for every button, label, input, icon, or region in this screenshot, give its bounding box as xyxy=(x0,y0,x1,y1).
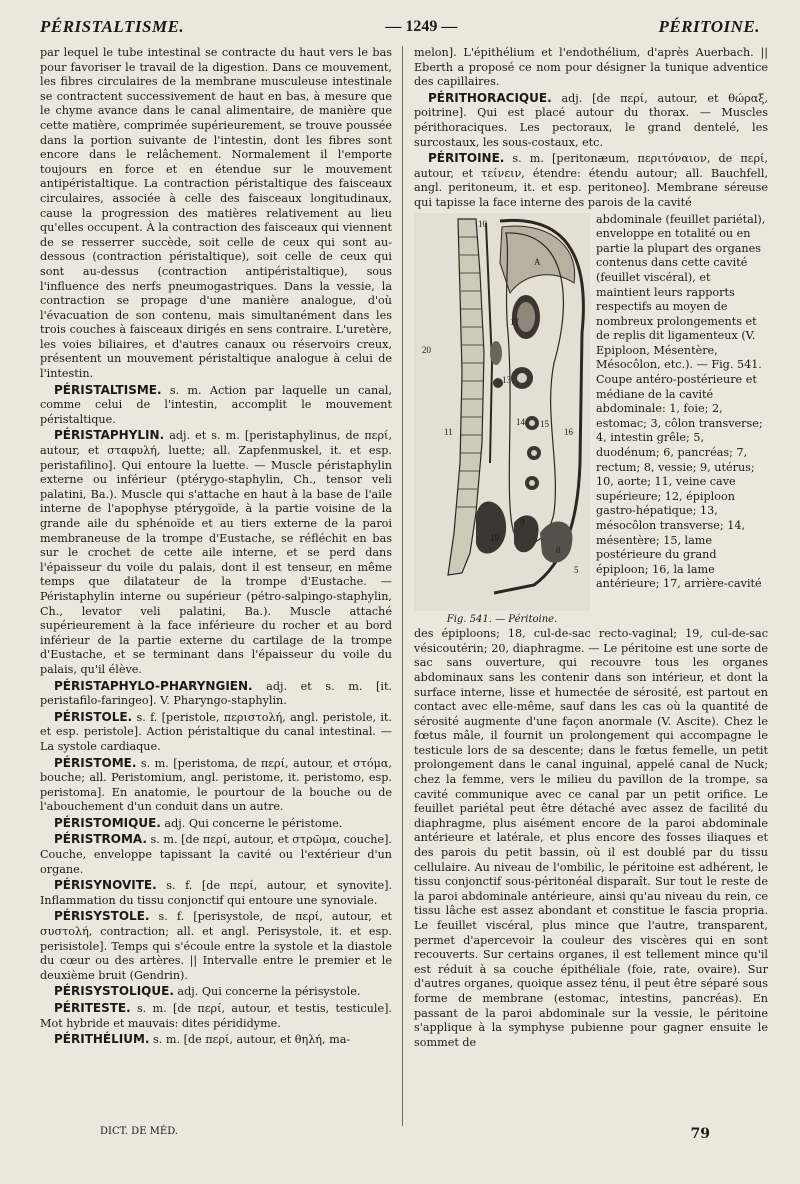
dictionary-entry xyxy=(40,909,392,983)
headword: PÉRISTROMA. xyxy=(54,832,147,847)
entry-text: s. f. [peristole, περιστολή, angl. peristole, it. et esp. peristole]. Action péristaltique du canal intestinal. — La systole cardiaque. xyxy=(40,710,392,753)
left-entries xyxy=(40,383,392,1048)
dictionary-entry xyxy=(40,710,392,755)
entry-text: adj. [de περί, autour, et θώραξ, poitrine]. Qui est placé autour du thorax. — Muscles périthoraciques. Les pectoraux, le grand dentelé, les surcostaux, les sous-costaux, etc. xyxy=(414,91,768,149)
entry-text: adj. Qui concerne le péristome. xyxy=(160,816,343,830)
headword: PÉRISTOMIQUE. xyxy=(54,815,161,830)
entry-text: adj. et s. m. [it. peristafilo-faringeo]. V. Pharyngo-staphylin. xyxy=(40,679,392,708)
peritoine-continuation: des épiploons; 18, cul-de-sac recto-vaginal; 19, cul-de-sac vésicoutérin; 20, diaphragme. — Le péritoine est une sorte de sac sans ouverture, qui recouvre tous les organes abdominaux sans les contenir dans son intérieur, et dont la surface interne, lisse et humectée de sérosité, est partout en contact avec elle-même, sauf dans les cas où la quantité de sérosité augmente d'une façon anormale (V. Ascite). Chez le fœtus mâle, il fournit un prolongement qui accompagne le testicule lors de sa descente; dans le fœtus femelle, un petit prolongement dans le canal inguinal, appelé canal de Nuck; chez la femme, vers le milieu du pavillon de la trompe, sa cavité communique avec ce canal par un petit orifice. Le feuillet pariétal peut être détaché avec assez de facilité du diaphragme, plus aisément encore de la paroi abdominale antérieure et latérale, et plus encore des fosses iliaques et des parois du petit bassin, où il est doublé par du tissu cellulaire. Au niveau de l'ombilic, le péritoine est adhérent, le tissu conjonctif sous-péritonéal disparaît. Sur tout le reste de la paroi abdominale antérieure, ainsi qu'au niveau du rein, ce tissu lâche est assez abondant et constitue le fascia propria. Le feuillet viscéral, plus mince que l'autre, transparent, permet d'apercevoir la couleur des viscères qui en sont recouverts. Sur certains organes, il est tellement mince qu'il est réduit à sa couche épithéliale (foie, rate, ovaire). Sur d'autres organes, quoique assez ténu, il peut être séparé sous forme de membrane (estomac, intestins, pancréas). En passant de la paroi abdominale sur la vessie, le péritoine s'applique à la symphyse pubienne pour gagner ensuite le sommet de xyxy=(414,627,768,1049)
continuation-text: melon]. L'épithélium et l'endothélium, d'après Auerbach. || Eberth a proposé ce nom pour désigner la tunique adventice des capillaires. xyxy=(414,46,768,89)
signature-mark: 79 xyxy=(690,1126,710,1142)
entry-text: s. m. [de περί, autour, et στρῶμα, couche]. Couche, enveloppe tapissant la cavité ou l'extérieur d'un organe. xyxy=(40,833,392,876)
dictionary-entry xyxy=(40,679,392,709)
entry-text: s. m. Action par laquelle un canal, comme celui de l'intestin, accomplit le mouvement péristaltique. xyxy=(40,383,392,426)
fig-label: 8 xyxy=(556,544,561,555)
entry-text: adj. Qui concerne la périsystole. xyxy=(173,985,361,999)
headword: PÉRISYSTOLE. xyxy=(54,909,150,924)
left-running-head: PÉRISTALTISME. xyxy=(40,17,185,36)
headword: PÉRISYNOVITE. xyxy=(54,878,157,893)
figure-caption: Fig. 541. — Péritoine. xyxy=(446,613,558,625)
headword: PÉRISTOME. xyxy=(54,755,137,770)
headword: PÉRISTOLE. xyxy=(54,709,133,724)
running-header xyxy=(40,14,760,40)
dictionary-entry xyxy=(40,816,392,832)
headword: PÉRITESTE. xyxy=(54,1001,131,1015)
figure-541 xyxy=(414,213,590,628)
figure-side-text: abdominale (feuillet pariétal), enveloppe en totalité ou en partie la plupart des organes contenus dans cette cavité (feuillet viscéral), et maintient leurs rapports respectifs au moyen de nombreux prolongements et de replis dit ligamenteux (V. Epiploon, Mésentère, Mésocôlon, etc.). — Fig. 541. Coupe antéro-postérieure et médiane de la cavité abdominale: 1, foie; 2, estomac; 3, côlon transverse; 4, intestin grêle; 5, duodénum; 6, pancréas; 7, rectum; 8, vessie; 9, utérus; 10, aorte; 11, veine cave supérieure; 12, épiploon gastro-hépatique; 13, mésocôlon transverse; 14, mésentère; 15, lame postérieure du grand épiploon; 16, la lame antérieure; 17, arrière-cavité xyxy=(596,212,766,591)
page-number: — 1249 — xyxy=(385,18,458,35)
dictionary-entry xyxy=(40,383,392,428)
entry-text: s. m. [peritonæum, περιτόναιον, de περί, autour, et τείνειν, étendre: étendu autour; all. Bauchfell, angl. peritoneum, it. et esp. peritoneo]. Membrane séreuse qui tapisse la face interne des parois de la cavité xyxy=(414,152,768,209)
headword: PÉRITHÉLIUM. xyxy=(54,1032,150,1047)
entry-text: adj. et s. m. [peristaphylinus, de περί, autour, et σταφυλή, luette; all. Zapfenmuskel, it. et esp. peristafilino]. Qui entoure la luette. — Muscle péristaphylin externe ou inférieur (ptérygo-staphylin, Ch., tensor veli palatini, Ba.). Muscle qui s'attache en haut à la base de l'aile interne de l'apophyse ptérygoïde, à la partie voisine de la grande aile du sphénoïde et au tiers externe de la paroi membraneuse de la trompe d'Eustache, se réfléchit en bas sur le crochet de cette aile interne, et se perd dans l'épaisseur du voile du palais, dont il est tenseur, en même temps que dilatateur de la trompe d'Eustache. — Péristaphylin interne ou supérieur (pétro-salpingo-staphylin, Ch., levator veli palatini, Ba.). Muscle attaché supérieurement à la face inférieure du rocher et au bord inférieur de la partie externe du cartilage de la trompe d'Eustache, et se terminant dans l'épaisseur du voile du palais, qu'il élève. xyxy=(40,429,392,676)
column-divider xyxy=(402,46,403,1126)
fig-label: 19 xyxy=(490,532,499,543)
entry-text: s. m. [peristoma, de περί, autour, et στόμα, bouche; all. Peristomium, angl. peristome, it. peristomo, esp. peristoma]. En anatomie, le pourtour de la bouche ou de l'abouchement d'un conduit dans un autre. xyxy=(40,756,392,814)
dictionary-entry xyxy=(40,1032,392,1048)
fig-label: 5 xyxy=(574,564,579,575)
fig-label: 14 xyxy=(516,416,525,427)
fig-label: 9 xyxy=(520,516,525,527)
footer-left: DICT. DE MÉD. xyxy=(100,1126,179,1137)
entry-peritoine xyxy=(414,151,768,210)
page-footer xyxy=(100,1126,710,1142)
dictionary-entry xyxy=(40,1001,392,1031)
fig-label: 15 xyxy=(540,418,549,429)
dictionary-entry xyxy=(40,878,392,908)
right-running-head: PÉRITOINE. xyxy=(658,17,760,36)
fig-label: A xyxy=(534,256,541,267)
dictionary-entry xyxy=(40,984,392,1000)
dictionary-entry xyxy=(40,428,392,677)
continuation-text: par lequel le tube intestinal se contracte du haut vers le bas pour favoriser le travail de la digestion. Dans ce mouvement, les fibres circulaires de la membrane musculeuse intestinale se contractent successivement de haut en bas, à mesure que le chyme avance dans le canal alimentaire, de manière que cette matière, comprimée supérieurement, se trouve poussée dans la portion suivante de l'intestin, dont les fibres sont encore dans le relâchement. Normalement il l'emporte toujours en force et en étendue sur le mouvement antipéristaltique. La contraction péristaltique des faisceaux circulaires, associée à celle des faisceaux longitudinaux, cause la progression des matières relativement au lieu qu'elles occupent. À la contraction des faisceaux qui viennent de se resserrer succède, soit celle de ceux qui sont au-dessous (contraction péristaltique), soit celle de ceux qui sont au-dessus (contraction antipéristaltique), sous l'influence des nerfs pneumogastriques. Dans la vessie, la contraction se propage d'une manière analogue, d'où l'évacuation de son contenu, mais simultanément dans les trois couches à faisceaux dirigés en sens contraire. L'uretère, les voies biliaires, et d'autres canaux ou réservoirs creux, présentent un mouvement péristaltique analogue à celui de l'intestin. xyxy=(40,46,392,381)
headword: PÉRISTALTISME. xyxy=(54,382,162,397)
fig-label: 16 xyxy=(564,426,573,437)
figure-area xyxy=(414,213,768,628)
headword: PÉRITOINE. xyxy=(428,151,505,166)
fig-label: 10 xyxy=(478,218,487,229)
peritoneum-section-illustration xyxy=(414,213,590,611)
entry-text: s. m. [de περί, autour, et θηλή, ma- xyxy=(149,1033,351,1047)
headword: PÉRITHORACIQUE. xyxy=(428,90,552,105)
headword: PÉRISYSTOLIQUE. xyxy=(54,984,174,999)
dictionary-entry xyxy=(40,756,392,815)
fig-label: 11 xyxy=(444,426,453,437)
fig-label: 20 xyxy=(422,344,431,355)
headword: PÉRISTAPHYLO-PHARYNGIEN. xyxy=(54,678,253,693)
dictionary-entry xyxy=(414,91,768,150)
right-entries xyxy=(414,91,768,150)
right-column xyxy=(414,46,768,1051)
fig-label: 17 xyxy=(510,316,519,327)
entry-text: s. f. [de περί, autour, et synovite]. Inflammation du tissu conjonctif qui entoure une synoviale. xyxy=(40,879,392,907)
headword: PÉRISTAPHYLIN. xyxy=(54,428,165,443)
fig-label: 13 xyxy=(502,374,511,385)
dictionary-entry xyxy=(40,832,392,877)
entry-text: s. f. [perisystole, de περί, autour, et συστολή, contraction; all. et angl. Perisystole, it. et esp. perisistole]. Temps qui s'écoule entre la systole et la diastole du cœur ou des artères. || Intervalle entre le premier et le deuxième bruit (Gendrin). xyxy=(40,910,392,982)
left-column xyxy=(40,46,392,1049)
entry-text: s. m. [de περί, autour, et testis, testicule]. Mot hybride et mauvais: dites pérididyme. xyxy=(40,1002,392,1030)
